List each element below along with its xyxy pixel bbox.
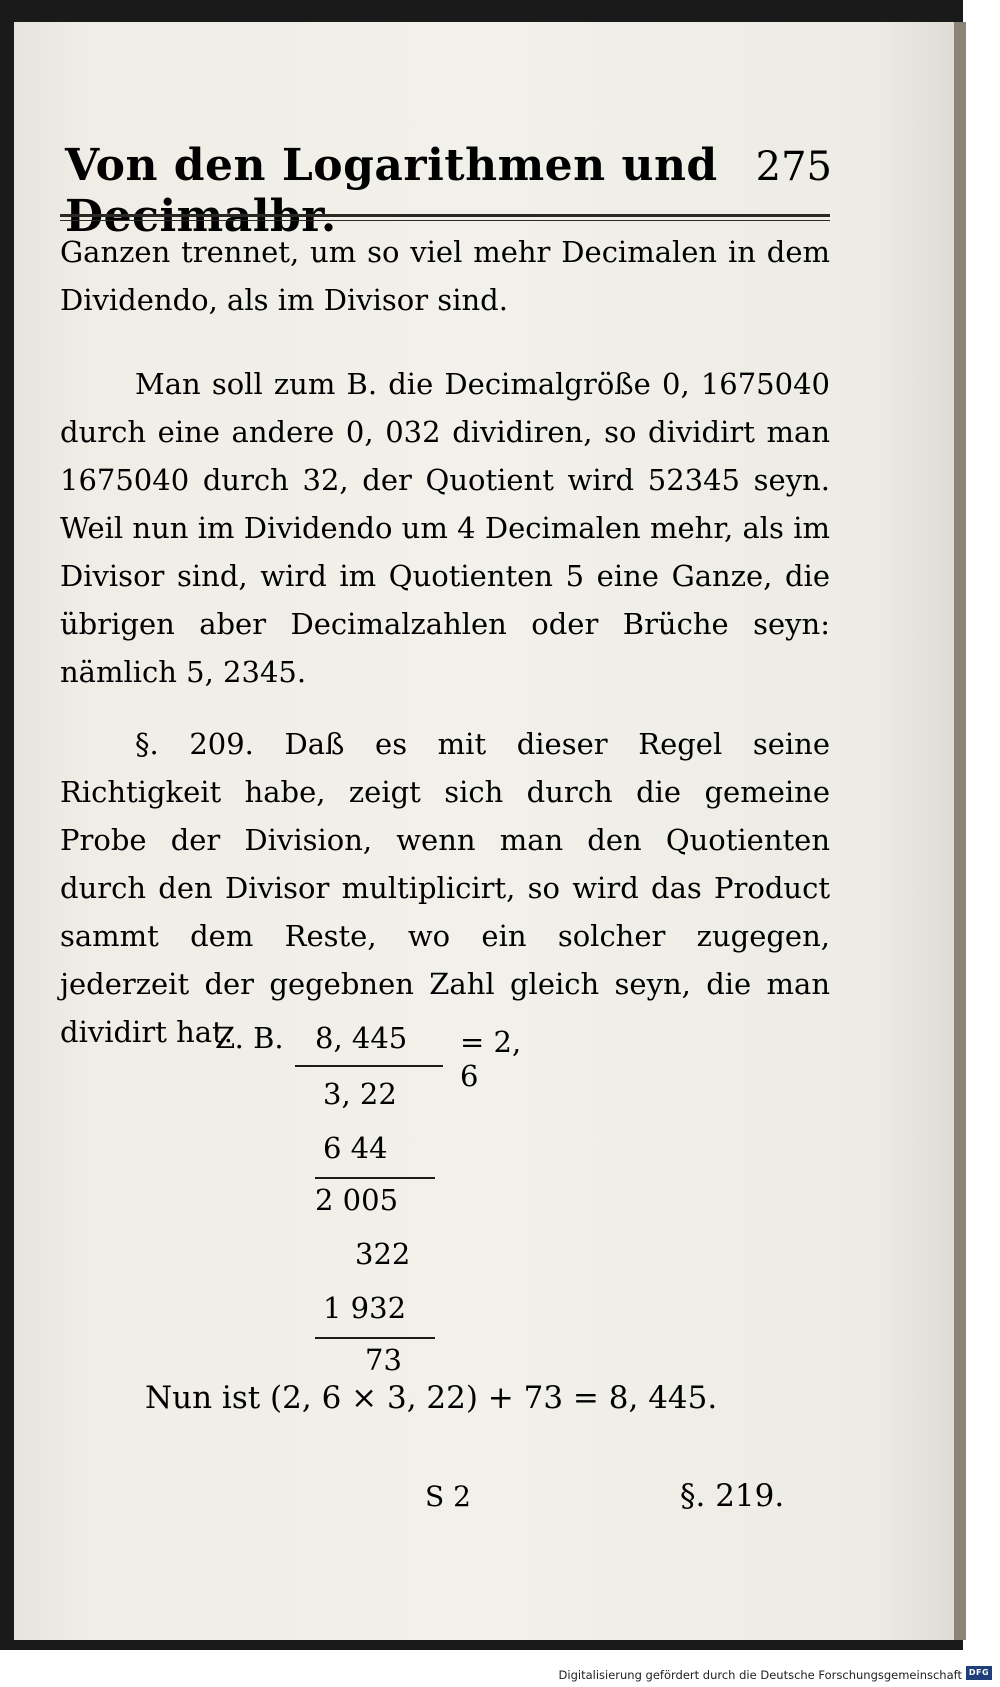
paragraph-section-209: §. 209. Daß es mit dieser Regel seine Richtigkeit habe, zeigt sich durch die gemeine Probe der Division, wenn man den Quotienten durch den Divisor multiplicirt, so wird das Product sammt dem Reste, wo ein solcher zugegen, jederzeit der gegebnen Zahl gleich seyn, die man dividirt hat. [60,727,830,1049]
calc-rule-1 [315,1177,435,1179]
calc-step-1: 6 44 [323,1131,388,1165]
paragraph-example: Man soll zum B. die Decimalgröße 0, 1675040 durch eine andere 0, 032 dividiren, so dividirt man 1675040 durch 32, der Quotient wird 52345 seyn. Weil nun im Dividendo um 4 Decimalen mehr, als im Divisor sind, wird im Quotienten 5 eine Ganze, die übrigen aber Decimalzahlen oder Brüche seyn: nämlich 5, 2345. [60,367,830,689]
running-head: Von den Logarithmen und Decimalbr. [65,140,718,242]
page-edge [954,22,966,1640]
page-number: 275 [755,144,832,190]
fraction-line [295,1065,443,1067]
calc-step-3: 322 [355,1237,411,1271]
paragraph-continuation: Ganzen trennet, um so viel mehr Decimalen in dem Dividendo, als im Divisor sind. [60,235,830,317]
calc-divisor: 3, 22 [323,1077,397,1111]
calc-result: = 2, 6 [460,1025,522,1093]
calc-step-4: 1 932 [323,1291,407,1325]
division-calculation [215,1015,535,1375]
signature-mark: S 2 [425,1480,471,1513]
catchword: §. 219. [680,1478,785,1514]
result-line: Nun ist (2, 6 × 3, 22) + 73 = 8, 445. [145,1380,718,1416]
calc-prefix: Z. B. [215,1021,284,1055]
calc-remainder: 73 [365,1343,402,1377]
footer-credit: Digitalisierung gefördert durch die Deutsche Forschungsgemeinschaft [558,1668,962,1682]
calc-rule-2 [315,1337,435,1339]
dfg-logo-icon: DFG [966,1666,992,1680]
page-header [50,120,832,242]
digitization-footer [0,1664,1000,1687]
calc-step-2: 2 005 [315,1183,399,1217]
calc-dividend: 8, 445 [315,1021,408,1055]
header-rule [60,214,830,221]
